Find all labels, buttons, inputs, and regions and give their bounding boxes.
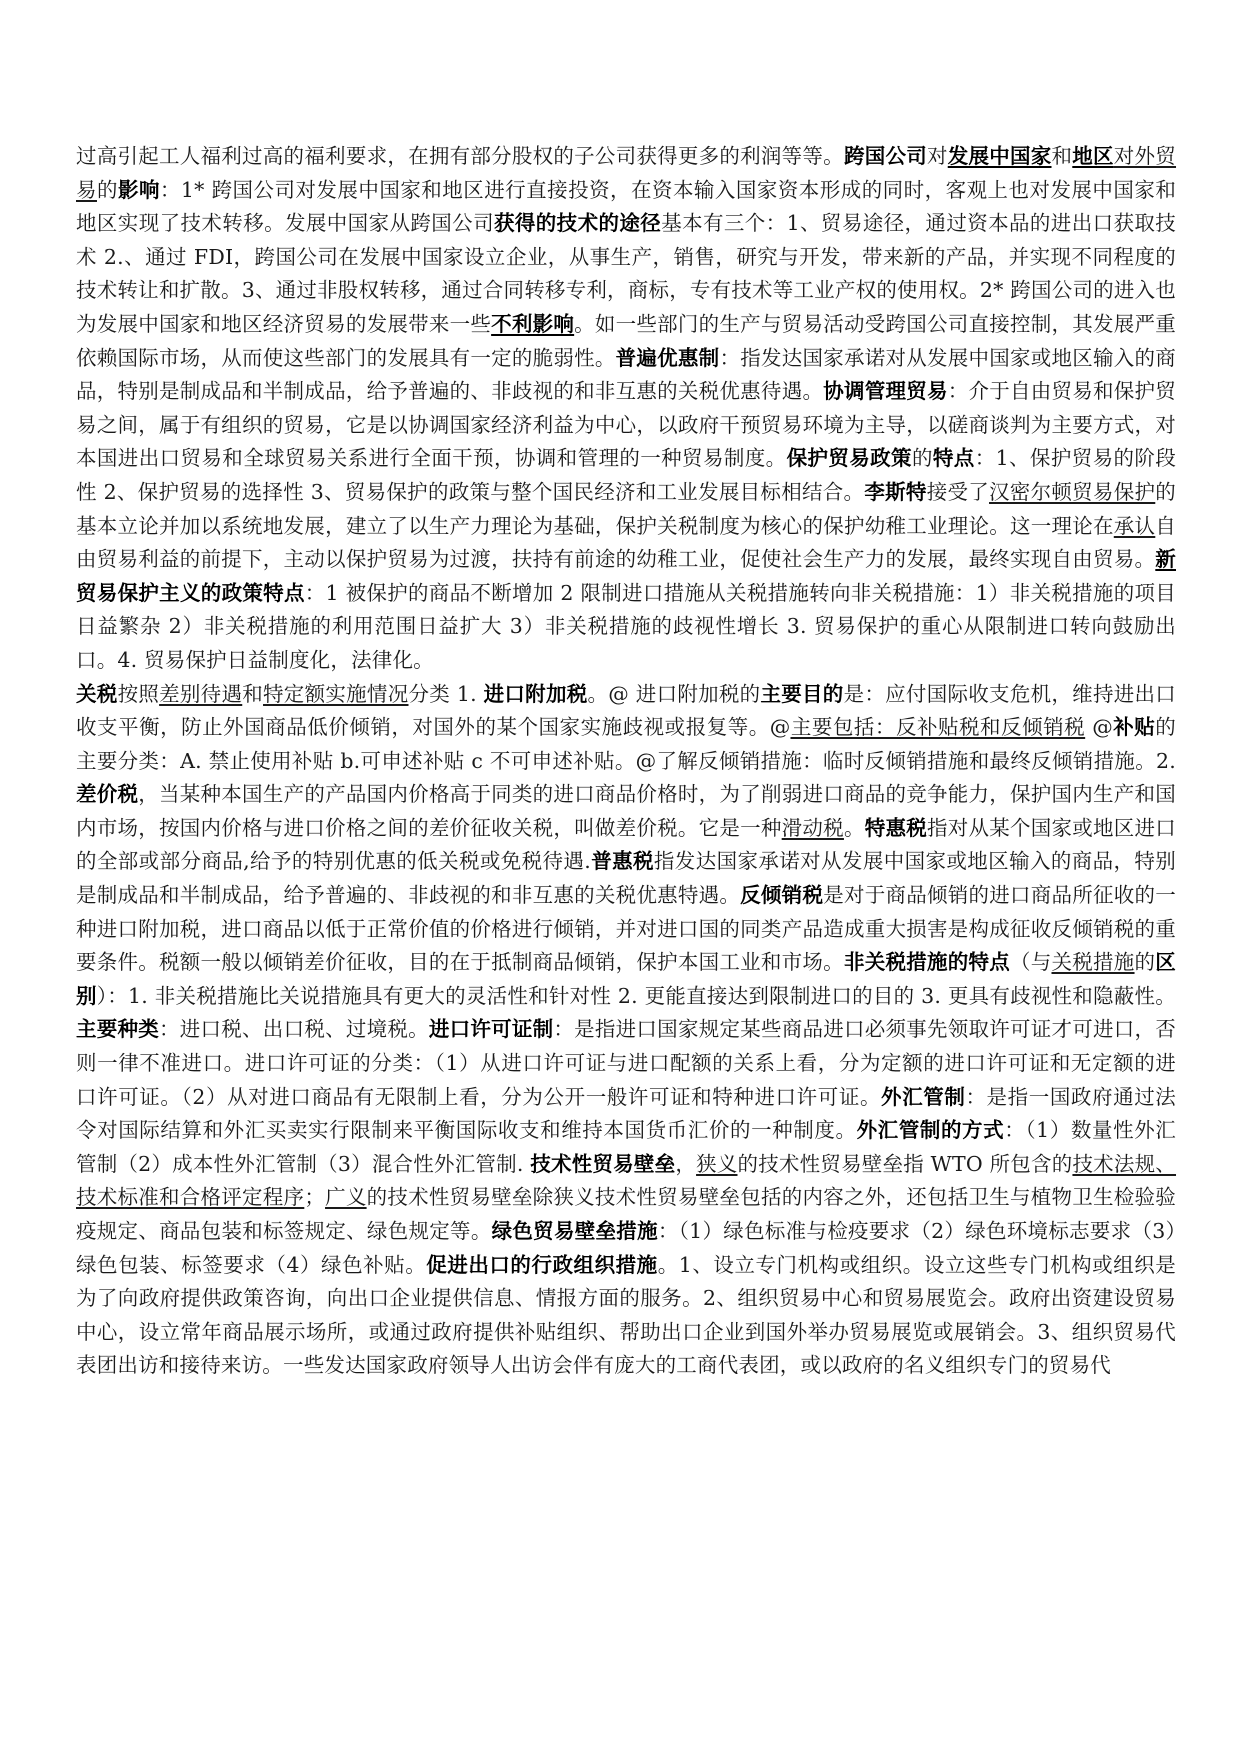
text-run: ：1* 跨国公司对发展中国家和地区进行直接投资，在资本输入国家资本形成的同时，客观上也对发展中国家和地区实现了技术转移。发展中国家从跨国公司 <box>76 177 1177 236</box>
emphasized-text: 主要包括：反补贴税和反倾销税 <box>790 715 1086 740</box>
emphasized-text: 获得的技术的途径 <box>493 211 662 236</box>
emphasized-text: 进口附加税 <box>483 681 588 706</box>
text-run: 。 <box>843 815 865 840</box>
text-run: 的技术性贸易壁垒指 WTO 所包含的 <box>737 1151 1073 1176</box>
emphasized-text: 广义 <box>325 1185 367 1210</box>
emphasized-text: 区别 <box>76 950 1176 1008</box>
text-run: ； <box>304 1185 326 1210</box>
text-run: ：指发达国家承诺对从发展中国家或地区输入的商品，特别是制成品和半制成品，给予普遍的、非歧视的和非互惠的关税优惠待遇。 <box>76 345 1177 404</box>
text-run: 按照 <box>117 681 160 706</box>
emphasized-text: 关税 <box>76 681 118 706</box>
emphasized-text: 普惠税 <box>591 849 654 874</box>
emphasized-text: 非关税措施的特点 <box>843 950 1010 975</box>
text-run: 指发达国家承诺对从发展中国家或地区输入的商品，特别是制成品和半制成品，给予普遍的、非歧视的和非互惠的关税优惠特遇。 <box>76 849 1177 908</box>
text-run: 过高引起工人福利过高的福利要求，在拥有部分股权的子公司获得更多的利润等等。 <box>76 144 844 168</box>
text-run: 的 <box>96 177 118 202</box>
emphasized-text: 特点 <box>932 446 975 471</box>
document-page <box>76 140 1176 1383</box>
emphasized-text: 差别待遇 <box>159 681 243 706</box>
emphasized-text: 狭义 <box>696 1151 738 1176</box>
text-run: 指对从某个国家或地区进口的全部或部分商品,给予的特别优惠的低关税或免税待遇. <box>76 815 1176 874</box>
text-run: 分类 1. <box>408 681 484 706</box>
emphasized-text: 滑动税 <box>781 815 844 840</box>
emphasized-text: 外汇管制 <box>881 1084 966 1109</box>
text-run: ， <box>675 1151 697 1176</box>
text-run: 和 <box>242 681 264 706</box>
text-run: 自由贸易利益的前提下，主动以保护贸易为过渡，扶持有前途的幼稚工业，促使社会生产力的发展，最终实现自由贸易。 <box>76 513 1176 572</box>
text-run: 对 <box>926 144 948 168</box>
text-run: 的 <box>911 446 933 471</box>
emphasized-text: 汉密尔顿贸易保护 <box>989 479 1156 504</box>
emphasized-text: 协调管理贸易 <box>823 379 948 404</box>
emphasized-text: 反倾销税 <box>740 883 824 908</box>
emphasized-text: 技术性贸易壁垒 <box>530 1151 676 1176</box>
text-run: ：进口税、出口税、过境税。 <box>159 1017 429 1042</box>
emphasized-text: 跨国公司 <box>843 144 927 168</box>
emphasized-text: 发展中国家 <box>947 144 1052 168</box>
text-run: ：1 被保护的商品不断增加 2 限制进口措施从关税措施转向非关税措施：1）非关税措施的项目日益繁杂 2）非关税措施的利用范围日益扩大 3）非关税措施的歧视性增长 3. 贸易保护的重心从限制进口转向鼓励出口。4. 贸易保护日益制度化，法律化。 <box>76 580 1176 672</box>
text-run: 是对于商品倾销的进口商品所征收的一种进口附加税，进口商品以低于正常价值的价格进行倾销，并对进口国的同类产品造成重大损害是构成征收反倾销税的重要条件。税额一般以倾销差价征收，目的在于抵制商品倾销，保护本国工业和市场。 <box>76 883 1176 975</box>
text-run: ：是指一国政府通过法令对国际结算和外汇买卖实行限制来平衡国际收支和维持本国货币汇价的一种制度。 <box>76 1084 1177 1143</box>
text-run: 的 <box>1134 950 1156 975</box>
text-run: 。1、设立专门机构或组织。设立这些专门机构或组织是为了向政府提供政策咨询，向出口企业提供信息、情报方面的服务。2、组织贸易中心和贸易展览会。政府出资建设贸易中心，设立常年商品展示场所，或通过政府提供补贴组织、帮助出口企业到国外举办贸易展览或展销会。3、组织贸易代表团出访和接待来访。一些发达国家政府领导人出访会伴有庞大的工商代表团，或以政府的名义组织专门的贸易代 <box>76 1252 1176 1378</box>
emphasized-text: 保护贸易政策 <box>786 446 912 471</box>
emphasized-text: 影响 <box>117 177 160 202</box>
text-run: ：（1）绿色标准与检疫要求（2）绿色环境标志要求（3）绿色包装、标签要求（4）绿色补贴。 <box>76 1219 1177 1277</box>
emphasized-text: 贸易保护主义的政策特点 <box>76 580 305 605</box>
emphasized-text: 促进出口的行政组织措施 <box>426 1252 658 1277</box>
text-run: 的主要分类：A. 禁止使用补贴 b.可申述补贴 c 不可申述补贴。@了解反倾销措施：临时反倾销措施和最终反倾销措施。2. <box>76 715 1176 773</box>
emphasized-text: 特定额实施情况 <box>263 681 409 706</box>
emphasized-text: 普遍优惠制 <box>615 345 720 370</box>
text-run: ：1、保护贸易的阶段性 2、保护贸易的选择性 3、贸易保护的政策与整个国民经济和工业发展目标相结合。 <box>76 446 1177 504</box>
emphasized-text: 对外贸易 <box>76 144 1177 202</box>
text-run: 和 <box>1051 144 1073 168</box>
emphasized-text: 地区 <box>1072 144 1114 168</box>
text-run: ：是指进口国家规定某些商品进口必须事先领取许可证才可进口，否则一律不准进口。进口许可证的分类：（1）从进口许可证与进口配额的关系上看，分为定额的进口许可证和无定额的进口许可证。（2）从对进口商品有无限制上看，分为公开一般许可证和特种进口许可证。 <box>76 1017 1177 1109</box>
text-run: 。@ 进口附加税的 <box>587 681 761 706</box>
text-run: 的技术性贸易壁垒除狭义技术性贸易壁垒包括的内容之外，还包括卫生与植物卫生检验验疫规定、商品包装和标签规定、绿色规定等。 <box>76 1185 1176 1243</box>
emphasized-text: 特惠税 <box>864 815 927 840</box>
emphasized-text: 差价税 <box>76 782 139 807</box>
paragraph-2 <box>76 678 1176 1383</box>
emphasized-text: 主要种类 <box>76 1017 160 1042</box>
emphasized-text: 关税措施 <box>1051 950 1135 975</box>
emphasized-text: 新 <box>1155 547 1176 572</box>
emphasized-text: 主要目的 <box>760 681 844 706</box>
emphasized-text: 李斯特 <box>864 479 927 504</box>
text-run: 基本有三个：1、贸易途径，通过资本品的进出口获取技术 2.、通过 FDI，跨国公司在发展中国家设立企业，从事生产，销售，研究与开发，带来新的产品，并实现不同程度的技术转让和扩散。3、通过非股权转移，通过合同转移专利，商标，专有技术等工业产权的使用权。2* 跨国公司的进入也为发展中国家和地区经济贸易的发展带来一些 <box>76 211 1177 336</box>
emphasized-text: 补贴 <box>1112 715 1156 740</box>
text-run: ，当某种本国生产的产品国内价格高于同类的进口商品价格时，为了削弱进口商品的竞争能力，保护国内生产和国内市场，按国内价格与进口价格之间的差价征收关税，叫做差价税。它是一种 <box>76 782 1177 840</box>
emphasized-text: 进口许可证制 <box>428 1017 554 1042</box>
text-run: 接受了 <box>926 479 990 504</box>
emphasized-text: 技术法规、技术标准和合格评定程序 <box>76 1151 1177 1210</box>
text-run: @ <box>1085 715 1113 740</box>
emphasized-text: 绿色贸易壁垒措施 <box>491 1219 658 1243</box>
emphasized-text: 不利影响 <box>491 311 575 336</box>
text-run: ）：1. 非关税措施比关说措施具有更大的灵活性和针对性 2. 更能直接达到限制进口的目的 3. 更具有歧视性和隐蔽性。 <box>96 983 1176 1008</box>
text-run: 的基本立论并加以系统地发展，建立了以生产力理论为基础，保护关税制度为核心的保护幼稚工业理论。这一理论在 <box>76 479 1176 538</box>
text-run: ：介于自由贸易和保护贸易之间，属于有组织的贸易，它是以协调国家经济利益为中心，以政府干预贸易环境为主导，以磋商谈判为主要方式，对本国进出口贸易和全球贸易关系进行全面干预，协调和管理的一种贸易制度。 <box>76 379 1177 471</box>
text-run: ：（1）数量性外汇管制（2）成本性外汇管制（3）混合性外汇管制. <box>76 1118 1176 1176</box>
text-run: （与 <box>1009 950 1052 975</box>
text-run: 。如一些部门的生产与贸易活动受跨国公司直接控制，其发展严重依赖国际市场，从而使这些部门的发展具有一定的脆弱性。 <box>76 311 1176 370</box>
emphasized-text: 外汇管制的方式 <box>856 1118 1005 1143</box>
text-run: 是：应付国际收支危机，维持进出口收支平衡，防止外国商品低价倾销，对国外的某个国家实施歧视或报复等。@ <box>76 681 1176 740</box>
emphasized-text: 承认 <box>1113 513 1156 538</box>
paragraph-1 <box>76 140 1176 678</box>
